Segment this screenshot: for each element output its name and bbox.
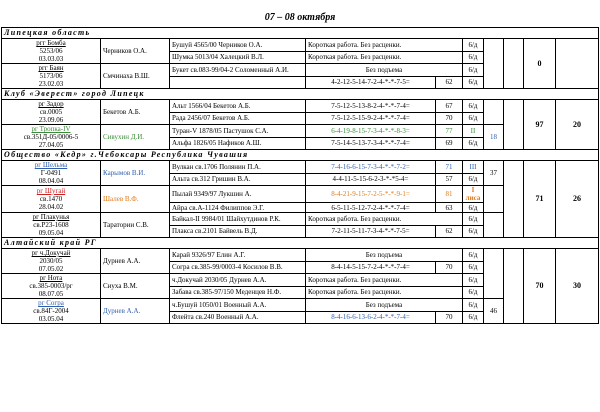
diploma-cell: 6/д <box>463 112 484 125</box>
diploma-cell: 6/д <box>463 173 484 186</box>
blank-cell <box>504 161 524 238</box>
diploma-cell: I лиса <box>463 186 484 203</box>
team-total-cell: 70 <box>524 249 556 324</box>
dog-cell: рг Нота св.385-0003/рг 08.07.05 <box>2 274 101 299</box>
owner-cell: Шалев В.Ф. <box>101 186 170 213</box>
result-cell: 8-4-21-9-15-7-2-5-*-*-9-1= <box>306 186 436 203</box>
team-total-cell: 0 <box>524 39 556 89</box>
score-cell: 70 <box>436 112 463 125</box>
owner-cell: Бекетов А.Б. <box>101 100 170 125</box>
region-name: Клуб «Эверест» город Липецк <box>2 89 599 100</box>
team-total-cell: 97 <box>524 100 556 150</box>
result-cell: Короткая работа. Без расценки. <box>306 286 463 299</box>
score-cell: 71 <box>436 161 463 174</box>
dog-sum-cell: 37 <box>484 161 504 186</box>
team-place-cell: 20 <box>556 100 599 150</box>
region-name: Алтайский край РГ <box>2 238 599 249</box>
diploma-cell: 6/д <box>463 311 484 324</box>
diploma-cell: 6/д <box>463 286 484 299</box>
result-cell: Короткая работа. Без расценки. <box>306 51 463 64</box>
diploma-cell: 6/д <box>463 225 484 238</box>
result-cell: Без подъема <box>306 249 463 262</box>
pedigree-cell: Айра св.А-1124 Филиппов Э.Г. <box>170 203 306 213</box>
score-cell: 70 <box>436 311 463 324</box>
score-cell: 70 <box>436 261 463 274</box>
region-name: Липецкая область <box>2 28 599 39</box>
pedigree-cell: ч.Докучай 2030/05 Дурнев А.А. <box>170 274 306 287</box>
owner-cell: Карымов В.И. <box>101 161 170 186</box>
pedigree-cell: Шумка 5013/04 Халецкий В.Л. <box>170 51 306 64</box>
diploma-cell: II <box>463 125 484 138</box>
result-cell: 7-5-12-5-15-9-2-4-*-*-7-4= <box>306 112 436 125</box>
dog-sum-cell: 46 <box>484 299 504 324</box>
owner-cell: Дурнев А.А. <box>101 299 170 324</box>
owner-cell: Сивухин Д.И. <box>101 125 170 150</box>
team-place-cell <box>556 39 599 89</box>
dog-sum-cell <box>484 100 504 125</box>
result-cell: Короткая работа. Без расценки. <box>306 213 463 226</box>
pedigree-cell: ч.Бушуй 1050/01 Военный А.А. <box>170 299 306 312</box>
score-cell: 77 <box>436 125 463 138</box>
score-cell: 69 <box>436 137 463 150</box>
score-cell: 62 <box>436 225 463 238</box>
owner-cell: Дурнев А.А. <box>101 249 170 274</box>
region-row <box>2 238 599 249</box>
dog-cell: ргг Баян 5173/06 23.02.03 <box>2 64 101 89</box>
pedigree-cell: Байкал-II 9984/01 Шайхутдинов Р.К. <box>170 213 306 226</box>
score-cell: 81 <box>436 186 463 203</box>
team-total-cell: 71 <box>524 161 556 238</box>
pedigree-cell <box>170 76 306 89</box>
diploma-cell: 6/д <box>463 51 484 64</box>
result-cell: 7-5-12-5-13-8-2-4-*-*-7-4= <box>306 100 436 113</box>
diploma-cell: 6/д <box>463 274 484 287</box>
team-place-cell: 30 <box>556 249 599 324</box>
pedigree-cell: Букет св.083-99/04-2 Соломенный А.И. <box>170 64 306 77</box>
results-table <box>1 27 599 324</box>
result-cell: 7-5-14-5-13-7-3-4-*-*-7-4= <box>306 137 436 150</box>
result-cell: Без подъема <box>306 64 463 77</box>
region-name: Общество «Кедр» г.Чебоксары Республика Чувашия <box>2 150 599 161</box>
dog-cell: рг Тропка-IV св.351Д-05/0006-5 27.04.05 <box>2 125 101 150</box>
dog-cell: рг Согра св.84Г-2004 03.05.04 <box>2 299 101 324</box>
result-cell: 7-2-11-5-11-7-3-4-*-*-7-5= <box>306 225 436 238</box>
pedigree-cell: Бушуй 4565/00 Черников О.А. <box>170 39 306 52</box>
table-row <box>2 100 599 113</box>
result-cell: 8-4-16-6-13-6-2-4-*-*-7-4= <box>306 311 436 324</box>
region-row <box>2 150 599 161</box>
pedigree-cell: Флейта св.240 Военный А.А. <box>170 311 306 324</box>
owner-cell: Таратории С.В. <box>101 213 170 238</box>
dog-sum-cell <box>484 186 504 213</box>
diploma-cell: 6/д <box>463 261 484 274</box>
result-cell: 4-4-11-5-15-6-2-3-*-*5-4= <box>306 173 436 186</box>
score-cell: 67 <box>436 100 463 113</box>
result-cell: Короткая работа. Без расценки. <box>306 39 463 52</box>
pedigree-cell: Альта св.312 Гришин В.А. <box>170 173 306 186</box>
blank-cell <box>504 39 524 89</box>
blank-cell <box>504 100 524 150</box>
owner-cell: Сиуха В.М. <box>101 274 170 299</box>
diploma-cell: 6/д <box>463 100 484 113</box>
pedigree-cell: Забава св.385-97/150 Меденцев Н.Ф. <box>170 286 306 299</box>
dog-cell: рг Плакунья св.Р23-1608 09.05.04 <box>2 213 101 238</box>
region-row <box>2 28 599 39</box>
dog-cell: рг Задор св.0005 23.09.06 <box>2 100 101 125</box>
table-row <box>2 39 599 52</box>
result-cell: Без подъема <box>306 299 463 312</box>
region-row <box>2 89 599 100</box>
owner-cell: Смчинаха В.Ш. <box>101 64 170 89</box>
dog-cell: рг ч.Докучай 2030/05 07.05.02 <box>2 249 101 274</box>
blank-cell <box>504 249 524 324</box>
dog-cell: ргг Бомба 5253/06 03.03.03 <box>2 39 101 64</box>
result-cell: 6-5-11-5-12-7-2-4-*-*-7-4= <box>306 203 436 213</box>
diploma-cell: III <box>463 161 484 174</box>
dog-cell: рг Шельма Г-0491 08.04.04 <box>2 161 101 186</box>
score-cell: 62 <box>436 76 463 89</box>
pedigree-cell: Плакса св.2101 Байвель В.Д. <box>170 225 306 238</box>
diploma-cell: 6/д <box>463 137 484 150</box>
score-cell: 63 <box>436 203 463 213</box>
document-title: 07 – 08 октября <box>264 12 336 23</box>
result-cell: 8-4-14-5-15-7-2-4-*-*-7-4= <box>306 261 436 274</box>
diploma-cell: 6/д <box>463 39 484 52</box>
result-cell: 4-2-12-5-14-7-2-4-*-*-7-5= <box>306 76 436 89</box>
team-place-cell: 26 <box>556 161 599 238</box>
diploma-cell: 6/д <box>463 64 484 77</box>
result-cell: Короткая работа. Без расценки. <box>306 274 463 287</box>
pedigree-cell: Вулкан св.1706 Полянин П.А. <box>170 161 306 174</box>
diploma-cell: 6/д <box>463 213 484 226</box>
pedigree-cell: Согра св.385-99/0003-4 Косилов В.В. <box>170 261 306 274</box>
pedigree-cell: Пылай 9349/97 Лукшин А. <box>170 186 306 203</box>
dog-sum-cell: 18 <box>484 125 504 150</box>
diploma-cell: 6/д <box>463 249 484 262</box>
dog-sum-cell <box>484 39 504 89</box>
diploma-cell: 6/д <box>463 203 484 213</box>
result-cell: 6-4-19-8-15-7-3-4-*-*-8-3= <box>306 125 436 138</box>
diploma-cell: 6/д <box>463 76 484 89</box>
score-cell: 57 <box>436 173 463 186</box>
dog-sum-cell <box>484 213 504 238</box>
result-cell: 7-4-16-6-15-7-3-4-*-*-7-2= <box>306 161 436 174</box>
pedigree-cell: Карай 9326/97 Елин А.Г. <box>170 249 306 262</box>
owner-cell: Черников О.А. <box>101 39 170 64</box>
diploma-cell: 6/д <box>463 299 484 312</box>
pedigree-cell: Альфа 1826/05 Нафиков А.Ш. <box>170 137 306 150</box>
dog-cell: рг Шугай св.1470 28.04.02 <box>2 186 101 213</box>
pedigree-cell: Рада 2456/07 Бекетов А.Б. <box>170 112 306 125</box>
pedigree-cell: Туран-V 1878/05 Пастушок С.А. <box>170 125 306 138</box>
dog-sum-cell <box>484 249 504 299</box>
table-row <box>2 161 599 174</box>
table-row <box>2 249 599 262</box>
pedigree-cell: Альт 1566/04 Бекетов А.Б. <box>170 100 306 113</box>
